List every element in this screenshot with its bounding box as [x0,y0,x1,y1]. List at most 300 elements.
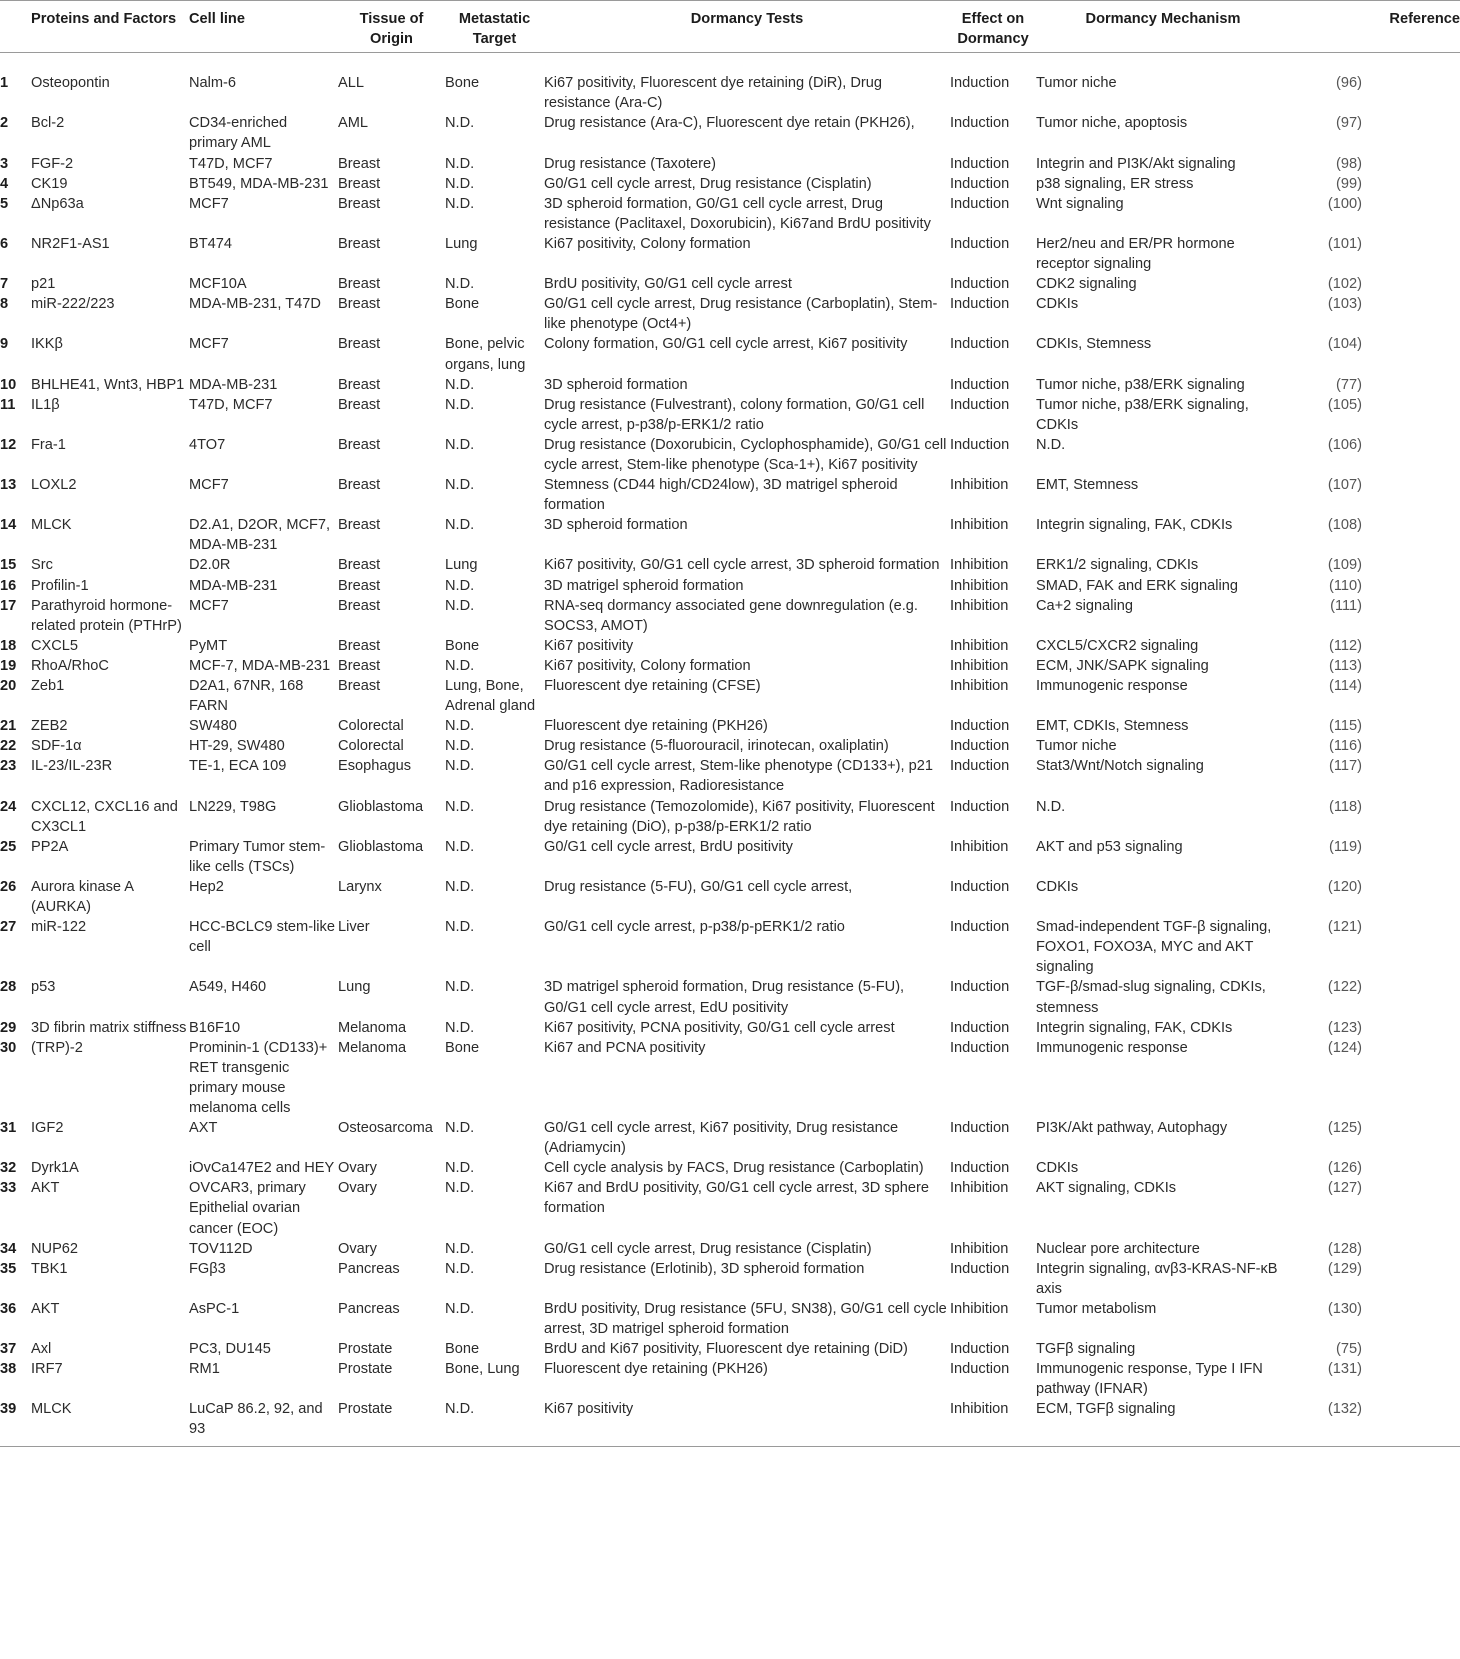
cell-protein: MLCK [31,1401,72,1418]
cell-protein: Bcl-2 [31,115,65,132]
cell-tissue: Prostate [338,1361,393,1378]
table-row [0,294,1460,334]
cell-target: N.D. [445,396,475,413]
cell-cell-line: iOvCa147E2 and HEY [189,1160,335,1177]
table-row [0,555,1460,575]
cell-effect: Induction [950,718,1010,735]
table-header [0,1,1460,53]
cell-tests: Drug resistance (Doxorubicin, Cyclophosphamide), G0/G1 cell cycle arrest, Stem-like phenotype (Sca-1+), Ki67 positivity [544,436,947,473]
cell-mechanism: Immunogenic response [1036,678,1188,694]
cell-tests: Ki67 positivity, Colony formation [544,657,751,674]
cell-tissue: Ovary [338,1160,377,1177]
cell-cell-line: T47D, MCF7 [189,396,273,413]
table-row [0,435,1460,475]
cell-mechanism: p38 signaling, ER stress [1036,175,1194,192]
cell-tissue: Breast [338,376,381,393]
cell-tissue: Liver [338,919,370,936]
cell-num: 13 [0,477,17,494]
cell-protein: LOXL2 [31,477,77,494]
cell-tissue: Breast [338,235,381,252]
cell-target: Bone [445,1039,480,1056]
cell-target: Bone [445,296,480,313]
cell-cell-line: Prominin-1 (CD133)+ RET transgenic primary mouse melanoma cells [189,1039,328,1116]
cell-reference: (105) [1327,396,1362,413]
cell-tests: Drug resistance (Temozolomide), Ki67 positivity, Fluorescent dye retaining (DiO), p-p38/p-ERK1/2 ratio [544,798,935,835]
cell-effect: Induction [950,1120,1010,1137]
cell-tissue: Breast [338,296,381,313]
cell-num: 5 [0,195,9,212]
cell-protein: SDF-1α [31,738,82,755]
table-row [0,1158,1460,1178]
cell-reference: (120) [1327,878,1362,895]
cell-tests: Ki67 and BrdU positivity, G0/G1 cell cycle arrest, 3D sphere formation [544,1180,930,1217]
cell-cell-line: HT-29, SW480 [189,738,285,755]
header-target: Metastatic Target [458,11,531,48]
cell-reference: (110) [1329,577,1362,594]
cell-protein: TBK1 [31,1260,68,1277]
table-row [0,53,1460,114]
cell-target: N.D. [445,1260,475,1277]
cell-tissue: Breast [338,175,381,192]
cell-cell-line: MCF7 [189,477,229,494]
cell-num: 12 [0,436,17,453]
cell-effect: Induction [950,878,1010,895]
cell-num: 23 [0,758,17,775]
cell-target: N.D. [445,436,475,453]
cell-num: 18 [0,637,17,654]
cell-cell-line: D2A1, 67NR, 168 FARN [189,678,304,715]
header-effect: Effect on Dormancy [957,11,1029,48]
table-row [0,596,1460,636]
cell-num: 34 [0,1240,17,1257]
cell-protein: Parathyroid hormone-related protein (PTHrP) [31,597,182,634]
cell-mechanism: Integrin signaling, FAK, CDKIs [1036,1019,1233,1036]
cell-cell-line: PC3, DU145 [189,1341,271,1358]
cell-effect: Inhibition [950,1300,1009,1317]
table-row [0,334,1460,374]
cell-target: N.D. [445,276,475,293]
table-row [0,1399,1460,1446]
table-row [0,274,1460,294]
cell-cell-line: MDA-MB-231, T47D [189,296,321,313]
table-row [0,1178,1460,1238]
cell-num: 8 [0,296,9,313]
cell-reference: (108) [1327,517,1362,534]
cell-tests: G0/G1 cell cycle arrest, Drug resistance (Cisplatin) [544,175,872,192]
cell-tissue: Ovary [338,1240,377,1257]
cell-num: 7 [0,276,9,293]
cell-reference: (118) [1329,798,1362,815]
cell-protein: IKKβ [31,336,63,353]
cell-num: 22 [0,738,17,755]
cell-reference: (113) [1329,657,1362,674]
cell-tests: 3D spheroid formation, G0/G1 cell cycle arrest, Drug resistance (Paclitaxel, Doxorubicin), Ki67and BrdU positivity [544,195,931,232]
cell-mechanism: AKT signaling, CDKIs [1036,1180,1177,1197]
cell-effect: Induction [950,296,1010,313]
cell-tissue: Prostate [338,1341,393,1358]
cell-target: Bone, Lung [445,1361,520,1378]
cell-num: 26 [0,878,17,895]
cell-effect: Inhibition [950,597,1009,614]
cell-reference: (128) [1327,1240,1362,1257]
cell-mechanism: Tumor niche, p38/ERK signaling [1036,376,1245,393]
cell-target: Bone, pelvic organs, lung [445,336,526,373]
table-row [0,1259,1460,1299]
cell-cell-line: MCF7 [189,336,229,353]
cell-reference: (122) [1327,979,1362,996]
cell-effect: Inhibition [950,577,1009,594]
table-row [0,716,1460,736]
cell-tests: 3D spheroid formation [544,376,688,393]
cell-cell-line: MCF-7, MDA-MB-231 [189,657,331,674]
cell-protein: IGF2 [31,1120,64,1137]
cell-protein: IL1β [31,396,60,413]
table-row [0,1359,1460,1399]
cell-cell-line: MCF7 [189,597,229,614]
cell-target: N.D. [445,979,475,996]
cell-num: 14 [0,517,17,534]
cell-num: 27 [0,919,17,936]
cell-cell-line: T47D, MCF7 [189,155,273,172]
table-body [0,53,1460,1446]
cell-target: Bone [445,1341,480,1358]
cell-mechanism: CXCL5/CXCR2 signaling [1036,637,1199,654]
cell-reference: (77) [1336,376,1362,393]
cell-tests: Drug resistance (5-fluorouracil, irinotecan, oxaliplatin) [544,738,889,755]
table-row [0,977,1460,1017]
cell-effect: Induction [950,919,1010,936]
cell-mechanism: Immunogenic response [1036,1039,1188,1056]
cell-target: N.D. [445,175,475,192]
cell-protein: p21 [31,276,56,293]
cell-effect: Inhibition [950,477,1009,494]
cell-tissue: Melanoma [338,1019,407,1036]
cell-tissue: Breast [338,577,381,594]
cell-tissue: Breast [338,557,381,574]
cell-effect: Induction [950,798,1010,815]
cell-effect: Inhibition [950,637,1009,654]
cell-num: 39 [0,1401,17,1418]
cell-protein: Zeb1 [31,678,65,694]
cell-mechanism: ECM, JNK/SAPK signaling [1036,657,1209,674]
cell-tissue: Colorectal [338,718,404,735]
cell-mechanism: CDKIs [1036,296,1079,313]
cell-target: N.D. [445,798,475,815]
table-row [0,1299,1460,1339]
cell-reference: (96) [1336,75,1362,92]
table-row [0,576,1460,596]
cell-num: 28 [0,979,17,996]
cell-tests: G0/G1 cell cycle arrest, Ki67 positivity, Drug resistance (Adriamycin) [544,1120,899,1157]
cell-reference: (104) [1327,336,1362,353]
header-mechanism: Dormancy Mechanism [1085,11,1241,27]
cell-cell-line: Nalm-6 [189,75,237,92]
cell-cell-line: TE-1, ECA 109 [189,758,287,775]
cell-tests: 3D spheroid formation [544,517,688,534]
cell-mechanism: Nuclear pore architecture [1036,1240,1200,1257]
cell-tissue: Breast [338,195,381,212]
cell-cell-line: CD34-enriched primary AML [189,115,288,152]
cell-reference: (109) [1327,557,1362,574]
table-row [0,837,1460,877]
cell-target: N.D. [445,1019,475,1036]
cell-tests: Colony formation, G0/G1 cell cycle arrest, Ki67 positivity [544,336,908,353]
cell-mechanism: Tumor metabolism [1036,1300,1157,1317]
cell-reference: (100) [1327,195,1362,212]
cell-target: Lung [445,235,478,252]
table-row [0,676,1460,716]
cell-mechanism: Integrin signaling, αvβ3-KRAS-NF-κB axis [1036,1260,1278,1297]
cell-target: N.D. [445,115,475,132]
cell-protein: ZEB2 [31,718,68,735]
table-row [0,797,1460,837]
table-row [0,174,1460,194]
cell-tests: Ki67 positivity, PCNA positivity, G0/G1 cell cycle arrest [544,1019,895,1036]
cell-cell-line: HCC-BCLC9 stem-like cell [189,919,335,956]
cell-reference: (101) [1327,235,1362,252]
cell-target: N.D. [445,758,475,775]
cell-tissue: ALL [338,75,364,92]
cell-tests: 3D matrigel spheroid formation [544,577,744,594]
cell-target: N.D. [445,597,475,614]
cell-mechanism: AKT and p53 signaling [1036,838,1183,855]
cell-tests: G0/G1 cell cycle arrest, Stem-like phenotype (CD133+), p21 and p16 expression, Radioresistance [544,758,933,795]
cell-cell-line: Hep2 [189,878,224,895]
cell-num: 32 [0,1160,17,1177]
cell-protein: Axl [31,1341,52,1358]
cell-num: 36 [0,1300,17,1317]
cell-effect: Inhibition [950,678,1009,694]
cell-effect: Induction [950,115,1010,132]
cell-num: 37 [0,1341,17,1358]
cell-effect: Induction [950,1019,1010,1036]
cell-cell-line: BT549, MDA-MB-231 [189,175,329,192]
header-cell-line: Cell line [189,11,245,27]
cell-reference: (103) [1327,296,1362,313]
cell-target: N.D. [445,517,475,534]
cell-num: 6 [0,235,9,252]
cell-num: 16 [0,577,17,594]
cell-protein: ΔNp63a [31,195,84,212]
cell-effect: Induction [950,396,1010,413]
cell-protein: MLCK [31,517,72,534]
cell-mechanism: SMAD, FAK and ERK signaling [1036,577,1238,594]
cell-target: N.D. [445,738,475,755]
cell-cell-line: MCF10A [189,276,247,293]
cell-reference: (130) [1327,1300,1362,1317]
cell-tissue: Breast [338,517,381,534]
cell-target: N.D. [445,838,475,855]
cell-cell-line: RM1 [189,1361,220,1378]
cell-target: N.D. [445,1240,475,1257]
cell-reference: (132) [1327,1401,1362,1418]
cell-target: Lung, Bone, Adrenal gland [445,678,536,715]
table-row [0,756,1460,796]
cell-mechanism: TGFβ signaling [1036,1341,1136,1358]
cell-protein: IRF7 [31,1361,63,1378]
table-row [0,636,1460,656]
cell-cell-line: BT474 [189,235,232,252]
cell-effect: Induction [950,336,1010,353]
table-row [0,736,1460,756]
cell-tests: Drug resistance (Fulvestrant), colony formation, G0/G1 cell cycle arrest, p-p38/p-ERK1/2 ratio [544,396,925,433]
cell-mechanism: CDKIs, Stemness [1036,336,1152,353]
cell-num: 2 [0,115,9,132]
cell-num: 11 [0,396,16,413]
cell-reference: (116) [1329,738,1362,755]
cell-tests: Ki67 and PCNA positivity [544,1039,706,1056]
cell-tissue: Esophagus [338,758,412,775]
cell-mechanism: PI3K/Akt pathway, Autophagy [1036,1120,1228,1137]
cell-effect: Inhibition [950,517,1009,534]
cell-tissue: Breast [338,657,381,674]
cell-tests: Drug resistance (Taxotere) [544,155,716,172]
cell-reference: (127) [1327,1180,1362,1197]
cell-num: 4 [0,175,9,192]
cell-cell-line: MDA-MB-231 [189,577,278,594]
cell-protein: p53 [31,979,56,996]
cell-mechanism: Tumor niche, p38/ERK signaling, CDKIs [1036,396,1249,433]
cell-protein: NR2F1-AS1 [31,235,110,252]
cell-tissue: Breast [338,597,381,614]
table-row [0,1339,1460,1359]
cell-target: N.D. [445,376,475,393]
cell-cell-line: LN229, T98G [189,798,277,815]
cell-reference: (106) [1327,436,1362,453]
cell-num: 33 [0,1180,17,1197]
cell-reference: (98) [1336,155,1362,172]
cell-mechanism: EMT, CDKIs, Stemness [1036,718,1189,735]
cell-protein: RhoA/RhoC [31,657,109,674]
cell-cell-line: LuCaP 86.2, 92, and 93 [189,1401,323,1438]
cell-cell-line: SW480 [189,718,237,735]
cell-protein: Aurora kinase A (AURKA) [31,878,134,916]
cell-reference: (126) [1327,1160,1362,1177]
cell-cell-line: OVCAR3, primary Epithelial ovarian cancer (EOC) [189,1180,306,1237]
cell-target: N.D. [445,718,475,735]
table-row [0,475,1460,515]
cell-protein: miR-122 [31,919,87,936]
cell-protein: 3D fibrin matrix stiffness [31,1019,187,1036]
cell-tissue: Breast [338,678,381,694]
cell-cell-line: TOV112D [189,1240,253,1257]
cell-protein: CXCL5 [31,637,79,654]
cell-tissue: Breast [338,637,381,654]
cell-tests: Drug resistance (5-FU), G0/G1 cell cycle arrest, [544,878,853,895]
table-row [0,917,1460,977]
cell-mechanism: CDKIs [1036,1160,1079,1177]
cell-effect: Induction [950,235,1010,252]
cell-cell-line: Primary Tumor stem-like cells (TSCs) [189,838,326,875]
cell-tissue: Pancreas [338,1260,400,1277]
cell-effect: Induction [950,175,1010,192]
table-row [0,515,1460,555]
cell-tests: Fluorescent dye retaining (PKH26) [544,718,768,735]
cell-tissue: Colorectal [338,738,404,755]
cell-tissue: Osteosarcoma [338,1120,433,1137]
cell-cell-line: MDA-MB-231 [189,376,278,393]
header-tests: Dormancy Tests [690,11,804,27]
cell-mechanism: EMT, Stemness [1036,477,1139,494]
cell-tissue: Breast [338,276,381,293]
cell-tests: Fluorescent dye retaining (PKH26) [544,1361,768,1378]
cell-cell-line: AsPC-1 [189,1300,240,1317]
cell-reference: (107) [1327,477,1362,494]
cell-num: 30 [0,1039,17,1056]
cell-tests: 3D matrigel spheroid formation, Drug resistance (5-FU), G0/G1 cell cycle arrest, EdU positivity [544,979,905,1016]
cell-effect: Induction [950,1260,1010,1277]
cell-mechanism: CDKIs [1036,878,1079,895]
table-row [0,1018,1460,1038]
cell-target: Bone [445,75,480,92]
cell-effect: Induction [950,1341,1010,1358]
cell-tests: Ki67 positivity [544,1401,634,1418]
cell-tests: BrdU positivity, G0/G1 cell cycle arrest [544,276,792,293]
cell-reference: (102) [1327,276,1362,293]
cell-protein: AKT [31,1180,60,1197]
cell-reference: (129) [1327,1260,1362,1277]
cell-protein: Osteopontin [31,75,110,92]
header-num [0,1,31,53]
cell-mechanism: Her2/neu and ER/PR hormone receptor signaling [1036,235,1235,273]
cell-num: 15 [0,557,17,574]
cell-reference: (121) [1327,919,1362,936]
cell-tissue: Breast [338,155,381,172]
cell-mechanism: Integrin signaling, FAK, CDKIs [1036,517,1233,534]
cell-reference: (114) [1329,678,1362,694]
table-row [0,375,1460,395]
cell-mechanism: Tumor niche [1036,738,1117,755]
cell-num: 19 [0,657,17,674]
cell-reference: (119) [1329,838,1362,855]
cell-effect: Induction [950,758,1010,775]
cell-tests: Ki67 positivity, G0/G1 cell cycle arrest, 3D spheroid formation [544,557,940,574]
cell-tissue: Pancreas [338,1300,400,1317]
table-row [0,154,1460,174]
cell-tests: Stemness (CD44 high/CD24low), 3D matrigel spheroid formation [544,477,898,514]
cell-cell-line: D2.0R [189,557,231,574]
cell-target: Bone [445,637,480,654]
cell-tests: G0/G1 cell cycle arrest, BrdU positivity [544,838,793,855]
cell-num: 3 [0,155,9,172]
cell-reference: (124) [1327,1039,1362,1056]
header-reference: Reference [1389,11,1460,27]
table-row [0,1038,1460,1118]
cell-mechanism: Stat3/Wnt/Notch signaling [1036,758,1204,775]
cell-effect: Inhibition [950,1240,1009,1257]
cell-mechanism: ECM, TGFβ signaling [1036,1401,1176,1418]
cell-mechanism: Tumor niche, apoptosis [1036,115,1188,132]
cell-protein: Fra-1 [31,436,66,453]
table-row [0,656,1460,676]
cell-tissue: Breast [338,436,381,453]
cell-target: N.D. [445,577,475,594]
cell-reference: (112) [1329,637,1362,654]
cell-effect: Induction [950,979,1010,996]
cell-target: N.D. [445,919,475,936]
cell-tests: G0/G1 cell cycle arrest, Drug resistance (Carboplatin), Stem-like phenotype (Oct4+) [544,296,938,333]
cell-cell-line: FGβ3 [189,1260,226,1277]
cell-tissue: Glioblastoma [338,838,424,855]
cell-effect: Inhibition [950,557,1009,574]
cell-tests: RNA-seq dormancy associated gene downregulation (e.g. SOCS3, AMOT) [544,597,918,634]
cell-effect: Induction [950,436,1010,453]
cell-num: 38 [0,1361,17,1378]
cell-tests: Fluorescent dye retaining (CFSE) [544,678,761,694]
cell-tissue: Breast [338,477,381,494]
cell-tests: G0/G1 cell cycle arrest, p-p38/p-pERK1/2 ratio [544,919,845,936]
header-tissue: Tissue of Origin [359,11,424,48]
